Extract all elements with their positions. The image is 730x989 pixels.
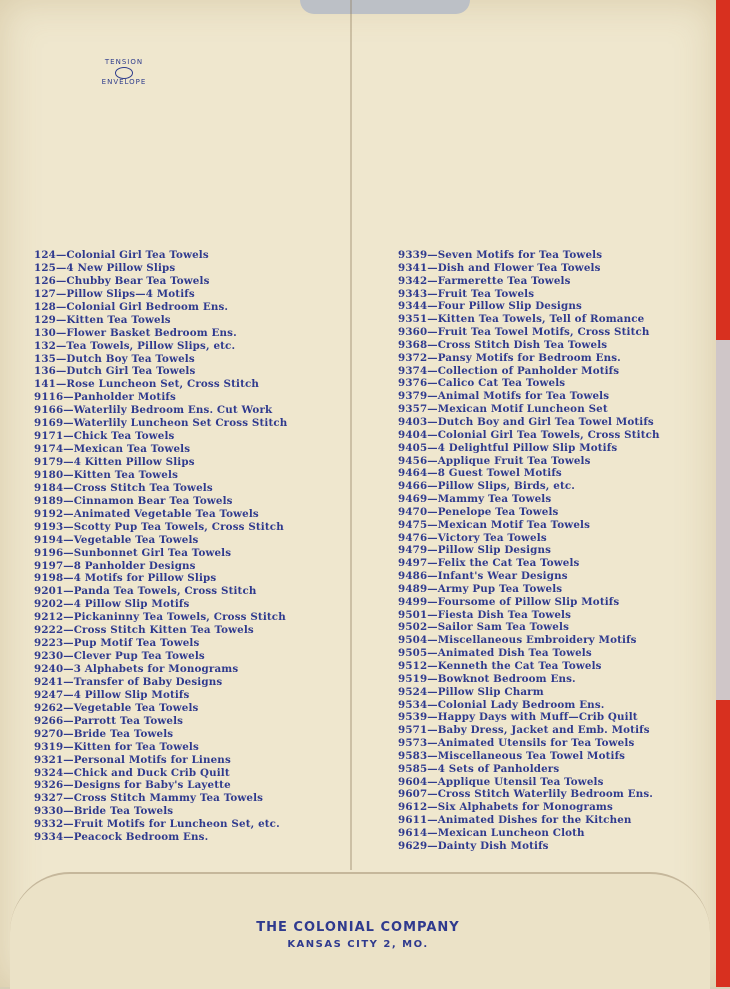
list-item: 9344—Four Pillow Slip Designs [398,300,582,313]
list-item: 9184—Cross Stitch Tea Towels [34,481,213,494]
list-item: 9499—Foursome of Pillow Slip Motifs [398,595,620,608]
list-item: 9197—8 Panholder Designs [34,559,196,572]
list-item: 125—4 New Pillow Slips [34,261,176,274]
list-item: 9404—Colonial Girl Tea Towels, Cross Stitch [398,428,660,441]
list-item: 9585—4 Sets of Panholders [398,762,560,775]
envelope-seam [350,0,352,870]
pattern-list-right [398,249,698,853]
list-item: 128—Colonial Girl Bedroom Ens. [34,300,229,313]
list-item: 9607—Cross Stitch Waterlily Bedroom Ens. [398,788,654,801]
list-item: 9339—Seven Motifs for Tea Towels [398,249,603,261]
list-item: 9189—Cinnamon Bear Tea Towels [34,494,233,507]
list-item: 9512—Kenneth the Cat Tea Towels [398,660,602,672]
list-item: 9196—Sunbonnet Girl Tea Towels [34,546,232,559]
list-item: 130—Flower Basket Bedroom Ens. [34,326,237,339]
list-item: 9524—Pillow Slip Charm [398,685,544,698]
list-item: 9266—Parrott Tea Towels [34,714,184,727]
list-item: 9193—Scotty Pup Tea Towels, Cross Stitch [34,520,284,533]
tension-envelope-seal [100,58,148,86]
list-item: 9180—Kitten Tea Towels [34,468,179,481]
list-item: 127—Pillow Slips—4 Motifs [34,287,195,300]
list-item: 129—Kitten Tea Towels [34,313,171,326]
list-item: 9169—Waterlily Luncheon Set Cross Stitch [34,417,288,430]
list-item: 9372—Pansy Motifs for Bedroom Ens. [398,351,621,364]
list-item: 9341—Dish and Flower Tea Towels [398,261,601,274]
list-item: 9476—Victory Tea Towels [398,531,547,544]
list-item: 9327—Cross Stitch Mammy Tea Towels [34,792,264,805]
list-item: 126—Chubby Bear Tea Towels [34,274,210,287]
list-item: 9116—Panholder Motifs [34,391,176,404]
list-item: 9241—Transfer of Baby Designs [34,675,223,688]
list-item: 9223—Pup Motif Tea Towels [34,637,200,650]
list-item: 9502—Sailor Sam Tea Towels [398,621,570,634]
list-item: 9539—Happy Days with Muff—Crib Quilt [398,711,638,724]
list-item: 9247—4 Pillow Slip Motifs [34,688,190,701]
list-item: 9326—Designs for Baby's Layette [34,779,231,792]
list-item: 9334—Peacock Bedroom Ens. [34,831,209,844]
list-item: 9614—Mexican Luncheon Cloth [398,826,585,839]
list-item: 9194—Vegetable Tea Towels [34,533,199,546]
list-item: 9612—Six Alphabets for Monograms [398,801,613,814]
list-item: 9456—Applique Fruit Tea Towels [398,454,591,467]
list-item: 124—Colonial Girl Tea Towels [34,249,209,261]
list-item: 9470—Penelope Tea Towels [398,505,559,518]
list-item: 9212—Pickaninny Tea Towels, Cross Stitch [34,611,286,624]
list-item: 141—Rose Luncheon Set, Cross Stitch [34,378,260,391]
list-item: 9604—Applique Utensil Tea Towels [398,775,604,788]
list-item: 9202—4 Pillow Slip Motifs [34,598,190,611]
list-item: 9489—Army Pup Tea Towels [398,582,563,595]
list-item: 136—Dutch Girl Tea Towels [34,365,196,378]
list-item: 9497—Felix the Cat Tea Towels [398,557,580,570]
list-item: 9198—4 Motifs for Pillow Slips [34,572,217,585]
list-item: 9332—Fruit Motifs for Luncheon Set, etc. [34,818,280,831]
list-item: 9469—Mammy Tea Towels [398,493,552,506]
top-flap-peek [300,0,470,14]
list-item: 9501—Fiesta Dish Tea Towels [398,608,572,621]
list-item: 9360—Fruit Tea Towel Motifs, Cross Stitch [398,326,650,339]
list-item: 9240—3 Alphabets for Monograms [34,663,239,675]
list-item: 9534—Colonial Lady Bedroom Ens. [398,698,605,711]
list-item: 9505—Animated Dish Tea Towels [398,647,592,660]
list-item: 9504—Miscellaneous Embroidery Motifs [398,634,637,647]
company-imprint [0,920,716,950]
list-item: 9368—Cross Stitch Dish Tea Towels [398,338,608,351]
list-item: 135—Dutch Boy Tea Towels [34,352,195,365]
list-item: 9343—Fruit Tea Towels [398,287,535,300]
list-item: 9324—Chick and Duck Crib Quilt [34,766,230,779]
company-city: KANSAS CITY 2, MO. [287,939,429,950]
list-item: 9374—Collection of Panholder Motifs [398,364,620,377]
list-item: 9376—Calico Cat Tea Towels [398,377,566,390]
list-item: 9270—Bride Tea Towels [34,727,174,740]
list-item: 9629—Dainty Dish Motifs [398,839,549,852]
list-item: 9357—Mexican Motif Luncheon Set [398,403,608,416]
list-item: 9166—Waterlily Bedroom Ens. Cut Work [34,404,273,417]
list-item: 9464—8 Guest Towel Motifs [398,467,562,480]
list-item: 9486—Infant's Wear Designs [398,570,568,583]
list-item: 9222—Cross Stitch Kitten Tea Towels [34,624,254,637]
list-item: 9179—4 Kitten Pillow Slips [34,456,195,468]
pattern-list-left [34,249,334,844]
list-item: 9174—Mexican Tea Towels [34,443,191,456]
list-item: 9262—Vegetable Tea Towels [34,701,199,714]
seal-line-2: ENVELOPE [101,78,147,86]
list-item: 9171—Chick Tea Towels [34,430,175,443]
list-item: 9583—Miscellaneous Tea Towel Motifs [398,749,626,762]
list-item: 9611—Animated Dishes for the Kitchen [398,814,632,827]
seal-line-1: TENSION [104,58,144,66]
list-item: 9192—Animated Vegetable Tea Towels [34,507,259,520]
list-item: 9330—Bride Tea Towels [34,805,174,818]
company-name: THE COLONIAL COMPANY [256,920,460,935]
list-item: 9342—Farmerette Tea Towels [398,274,571,287]
list-item: 9403—Dutch Boy and Girl Tea Towel Motifs [398,415,654,428]
list-item: 9319—Kitten for Tea Towels [34,740,199,753]
list-item: 9466—Pillow Slips, Birds, etc. [398,480,576,493]
list-item: 9479—Pillow Slip Designs [398,544,552,557]
list-item: 9519—Bowknot Bedroom Ens. [398,672,576,685]
list-item: 9230—Clever Pup Tea Towels [34,650,205,663]
list-item: 9321—Personal Motifs for Linens [34,753,231,766]
list-item: 9405—4 Delightful Pillow Slip Motifs [398,441,618,454]
list-item: 132—Tea Towels, Pillow Slips, etc. [34,339,236,352]
list-item: 9571—Baby Dress, Jacket and Emb. Motifs [398,724,650,737]
list-item: 9475—Mexican Motif Tea Towels [398,518,591,531]
list-item: 9201—Panda Tea Towels, Cross Stitch [34,585,257,598]
list-item: 9379—Animal Motifs for Tea Towels [398,390,610,403]
list-item: 9573—Animated Utensils for Tea Towels [398,737,635,750]
list-item: 9351—Kitten Tea Towels, Tell of Romance [398,313,645,326]
